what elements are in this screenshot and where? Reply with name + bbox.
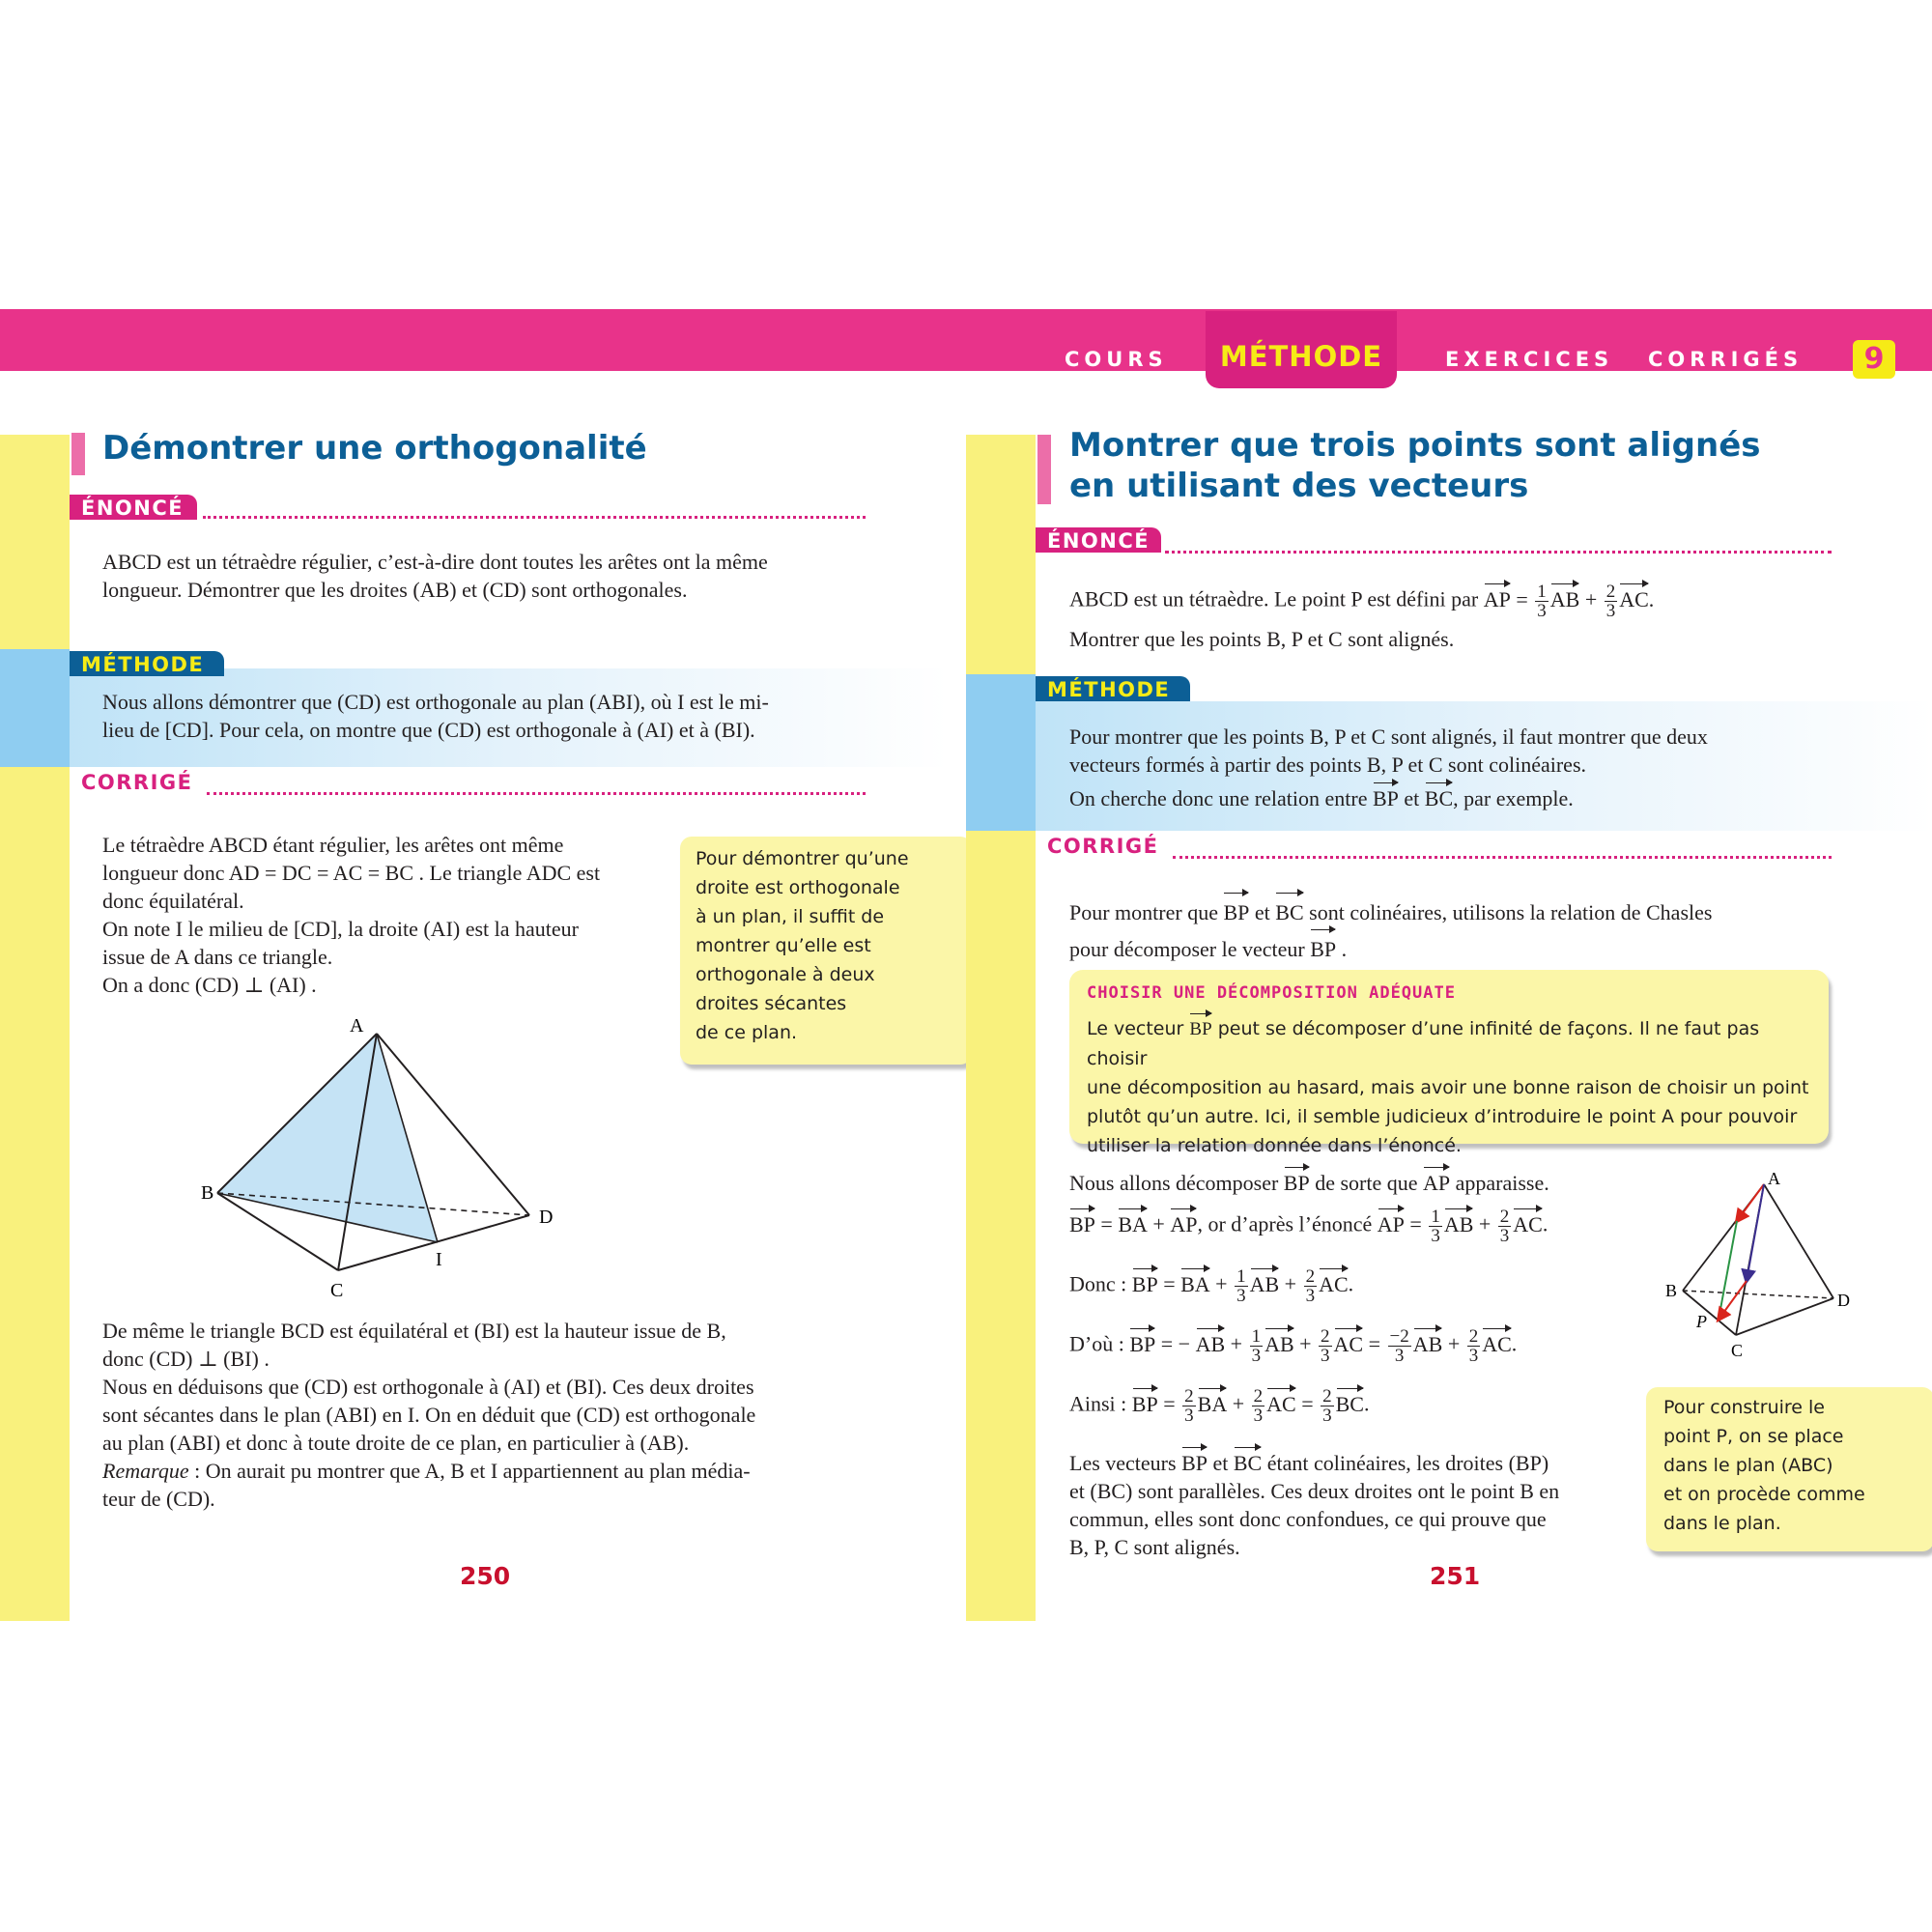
corrige-intro: Pour montrer que BP et BC sont colinéaires, utilisons la relation de Chasles pour décomposer le vecteur BP .: [1069, 895, 1919, 968]
tab-methode-label: MÉTHODE: [1219, 340, 1383, 373]
calc-ainsi: Ainsi : BP = $\frac{2}{3}$ BA + $\frac{2}{3}$ AC = $\frac{2}{3}$ BC.: [1069, 1386, 1370, 1426]
tab-cours[interactable]: COURS: [1065, 348, 1168, 371]
calc-donc: Donc : BP = BA + $\frac{1}{3}$ AB + $\frac{2}{3}$ AC.: [1069, 1266, 1354, 1306]
title-marker: [1037, 435, 1051, 504]
enonce-tag: ÉNONCÉ: [1036, 527, 1161, 553]
page-title: Montrer que trois points sont alignés en utilisant des vecteurs: [1069, 426, 1761, 505]
label-b: B: [1665, 1281, 1678, 1300]
enonce-tag: ÉNONCÉ: [70, 495, 197, 520]
page-number: 251: [1430, 1562, 1481, 1590]
methode-text: Pour montrer que les points B, P et C sont alignés, il faut montrer que deux vecteurs formés à partir des points B, P et C sont colinéaires. On cherche donc une relation entre BP et BC, par exemple.: [1069, 724, 1708, 810]
header-band: [0, 309, 1932, 371]
advice-box-title: CHOISIR UNE DÉCOMPOSITION ADÉQUATE: [1087, 983, 1456, 1003]
label-c: C: [330, 1280, 344, 1301]
right-side-bar-bottom: [966, 831, 1036, 1621]
label-c: C: [1731, 1341, 1744, 1360]
section-divider: [207, 792, 866, 795]
calc-line-1: Nous allons décomposer BP de sorte que AP apparaisse.: [1069, 1171, 1549, 1195]
tetrahedron-figure: [193, 1014, 580, 1314]
conclusion-text: Les vecteurs BP et BC étant colinéaires, les droites (BP) et (BC) sont parallèles. Ces deux droites ont le point B en commun, elles sont donc confondues, ce qui prouve que B, P, C sont alignés.: [1069, 1451, 1560, 1559]
vector-two-thirds-ac: [1747, 1184, 1764, 1281]
right-side-bar-top: [966, 435, 1036, 674]
right-side-bar-methode: [966, 674, 1036, 831]
vector-ap: [1719, 1221, 1737, 1320]
corrige-tag: CORRIGÉ: [70, 769, 205, 794]
edge-bc: [1683, 1291, 1736, 1335]
corrige-text-bottom: De même le triangle BCD est équilatéral et (BI) est la hauteur issue de B, donc (CD) ⊥ (BI) . Nous en déduisons que (CD) est orthogonale à (AI) et (BI). Ces deux droites sont sécantes dans le plan (ABI) en I. On en déduit que (CD) est orthogonale au plan (ABI) et donc à toute droite de ce plan, en particulier à (AB). Remarque : On aurait pu montrer que A, B et I appartiennent au plan média- teur de (CD).: [102, 1319, 756, 1511]
left-side-bar-methode: [0, 649, 70, 767]
section-divider: [1173, 856, 1832, 859]
methode-tag: MÉTHODE: [70, 651, 224, 676]
triangle-abi-fill: [217, 1034, 438, 1242]
enonce-text: ABCD est un tétraèdre régulier, c’est-à-dire dont toutes les arêtes ont la même longueur. Démontrer que les droites (AB) et (CD) sont orthogonales.: [102, 550, 768, 602]
section-divider: [203, 516, 866, 519]
calc-line-2: BP = BA + AP, or d’après l’énoncé AP = $\frac{1}{3}$ AB + $\frac{2}{3}$ AC.: [1069, 1207, 1548, 1246]
corrige-text-top: Le tétraèdre ABCD étant régulier, les arêtes ont même longueur donc AD = DC = AC = BC . Le triangle ADC est donc équilatéral. On note I le milieu de [CD], la droite (AI) est la hauteur issue de A dans ce triangle. On a donc (CD) ⊥ (AI) .: [102, 833, 601, 997]
label-i: I: [436, 1249, 442, 1270]
corrige-tag: CORRIGÉ: [1036, 833, 1171, 858]
left-side-bar-top: [0, 435, 70, 653]
chapter-badge: 9: [1853, 340, 1895, 379]
enonce-formula: AP = $\frac{1}{3}$ AB + $\frac{2}{3}$ AC.: [1483, 582, 1655, 621]
hidden-edge-bd: [1683, 1291, 1833, 1298]
advice-box: [1069, 970, 1829, 1156]
vector-figure: [1654, 1169, 1866, 1372]
tab-methode[interactable]: [1206, 311, 1397, 388]
tab-corriges[interactable]: CORRIGÉS: [1648, 348, 1804, 371]
enonce-line-1: ABCD est un tétraèdre. Le point P est défini par AP = $\frac{1}{3}$ AB + $\frac{2}{3}$ AC.: [1069, 582, 1655, 621]
page-number: 250: [460, 1562, 511, 1590]
methode-tag: MÉTHODE: [1036, 676, 1190, 701]
label-p: P: [1696, 1312, 1707, 1331]
title-marker: [71, 433, 85, 475]
calc-dou: D’où : BP = − AB + $\frac{1}{3}$ AB + $\frac{2}{3}$ AC = $\frac{-2}{3}$ AB + $\frac{2}{3}$ AC.: [1069, 1326, 1518, 1366]
label-d: D: [1837, 1291, 1850, 1310]
tip-note: Pour construire le point P, on se place dans le plan (ABC) et on procède comme dans le plan.: [1646, 1387, 1932, 1551]
advice-box-text: Le vecteur BP peut se décomposer d’une infinité de façons. Il ne faut pas choisir une décomposition au hasard, mais avoir une bonne raison de choisir un point plutôt qu’un autre. Ici, il semble judicieux d’introduire le point A pour pouvoir utiliser la relation donnée dans l’énoncé.: [1087, 1014, 1821, 1160]
label-d: D: [539, 1207, 554, 1228]
section-divider: [1165, 551, 1832, 554]
label-b: B: [201, 1182, 214, 1204]
enonce-line-2: Montrer que les points B, P et C sont alignés.: [1069, 627, 1455, 651]
label-a: A: [350, 1015, 364, 1037]
page-title: Démontrer une orthogonalité: [102, 429, 647, 468]
tip-note: Pour démontrer qu’une droite est orthogonale à un plan, il suffit de montrer qu’elle est orthogonale à deux droites sécantes de ce plan.: [680, 837, 972, 1065]
edge-cd: [1736, 1298, 1833, 1335]
label-a: A: [1768, 1169, 1780, 1188]
methode-text: Nous allons démontrer que (CD) est orthogonale au plan (ABI), où I est le mi- lieu de [CD]. Pour cela, on montre que (CD) est orthogonale à (AI) et à (BI).: [102, 690, 769, 742]
left-side-bar-bottom: [0, 767, 70, 1621]
tab-exercices[interactable]: EXERCICES: [1445, 348, 1614, 371]
edge-ad: [1764, 1184, 1833, 1298]
